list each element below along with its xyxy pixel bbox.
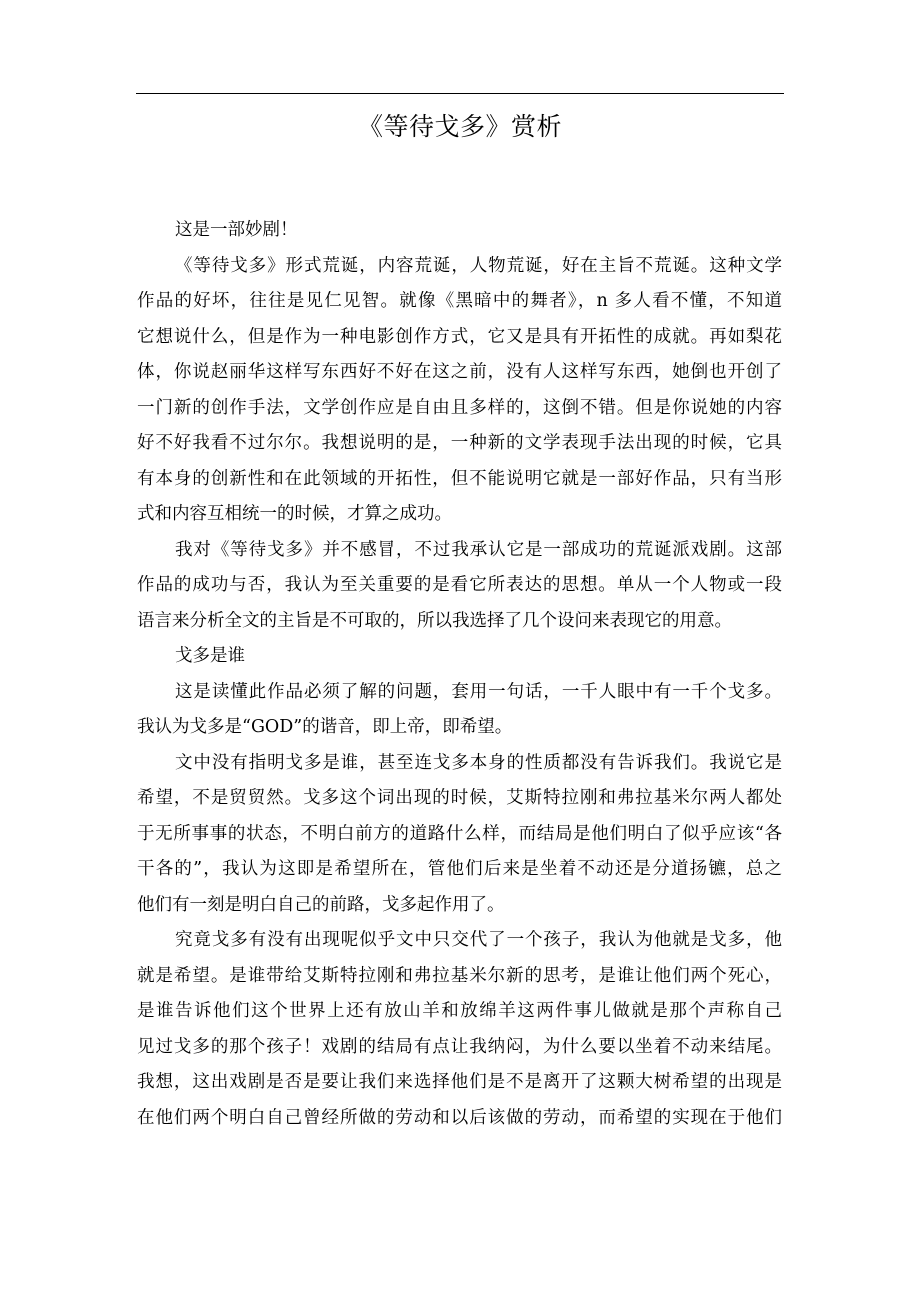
text-line: 一门新的创作手法，文学创作应是自由且多样的，这倒不错。但是你说她的内容 xyxy=(137,397,782,418)
text-line: 好不好我看不过尔尔。我想说明的是，一种新的文学表现手法出现的时候，它具 xyxy=(137,433,782,453)
header-rule xyxy=(136,93,784,94)
text-line: 体，你说赵丽华这样写东西好不好在这之前，没有人这样写东西，她倒也开创了 xyxy=(137,362,782,382)
text-line: 作品的好坏，往往是见仁见智。就像《黑暗中的舞者》，n 多人看不懂，不知道 xyxy=(137,291,782,311)
text-line: 戈多是谁 xyxy=(175,646,245,666)
text-line: 他们有一刻是明白自己的前路，戈多起作用了。 xyxy=(137,894,505,915)
text-line: 语言来分析全文的主旨是不可取的，所以我选择了几个设问来表现它的用意。 xyxy=(137,610,732,631)
text-line: 见过戈多的那个孩子！戏剧的结局有点让我纳闷，为什么要以坐着不动来结尾。 xyxy=(137,1036,782,1057)
text-line: 我对《等待戈多》并不感冒，不过我承认它是一部成功的荒诞派戏剧。这部 xyxy=(175,539,782,560)
text-line: 这是读懂此作品必须了解的问题，套用一句话，一千人眼中有一千个戈多。 xyxy=(175,681,782,702)
text-line: 我认为戈多是“GOD”的谐音，即上帝，即希望。 xyxy=(137,717,513,737)
text-line: 有本身的创新性和在此领域的开拓性，但不能说明它就是一部好作品，只有当形 xyxy=(137,468,782,489)
text-line: 在他们两个明白自己曾经所做的劳动和以后该做的劳动，而希望的实现在于他们 xyxy=(137,1107,782,1128)
text-line: 我想，这出戏剧是否是要让我们来选择他们是不是离开了这颗大树希望的出现是 xyxy=(137,1072,782,1092)
text-line: 干各的”，我认为这即是希望所在，管他们后来是坐着不动还是分道扬镳，总之 xyxy=(137,859,782,879)
document-title: 《等待戈多》赏析 xyxy=(357,112,562,141)
document-body xyxy=(137,213,782,1136)
text-line: 希望，不是贸贸然。戈多这个词出现的时候，艾斯特拉刚和弗拉基米尔两人都处 xyxy=(137,788,782,808)
text-line: 式和内容互相统一的时候，才算之成功。 xyxy=(137,504,452,524)
text-line: 《等待戈多》形式荒诞，内容荒诞，人物荒诞，好在主旨不荒诞。这种文学 xyxy=(175,255,782,276)
text-line: 它想说什么，但是作为一种电影创作方式，它又是具有开拓性的成就。再如梨花 xyxy=(137,326,782,347)
text-line: 就是希望。是谁带给艾斯特拉刚和弗拉基米尔新的思考，是谁让他们两个死心， xyxy=(137,965,782,986)
text-line: 文中没有指明戈多是谁，甚至连戈多本身的性质都没有告诉我们。我说它是 xyxy=(175,752,782,773)
text-line: 这是一部妙剧！ xyxy=(175,220,298,240)
text-line: 于无所事事的状态，不明白前方的道路什么样，而结局是他们明白了似乎应该“各 xyxy=(137,823,782,844)
text-line: 是谁告诉他们这个世界上还有放山羊和放绵羊这两件事儿做就是那个声称自己 xyxy=(137,1001,782,1021)
text-line: 究竟戈多有没有出现呢似乎文中只交代了一个孩子，我认为他就是戈多，他 xyxy=(175,930,782,950)
text-line: 作品的成功与否，我认为至关重要的是看它所表达的思想。单从一个人物或一段 xyxy=(137,575,782,595)
